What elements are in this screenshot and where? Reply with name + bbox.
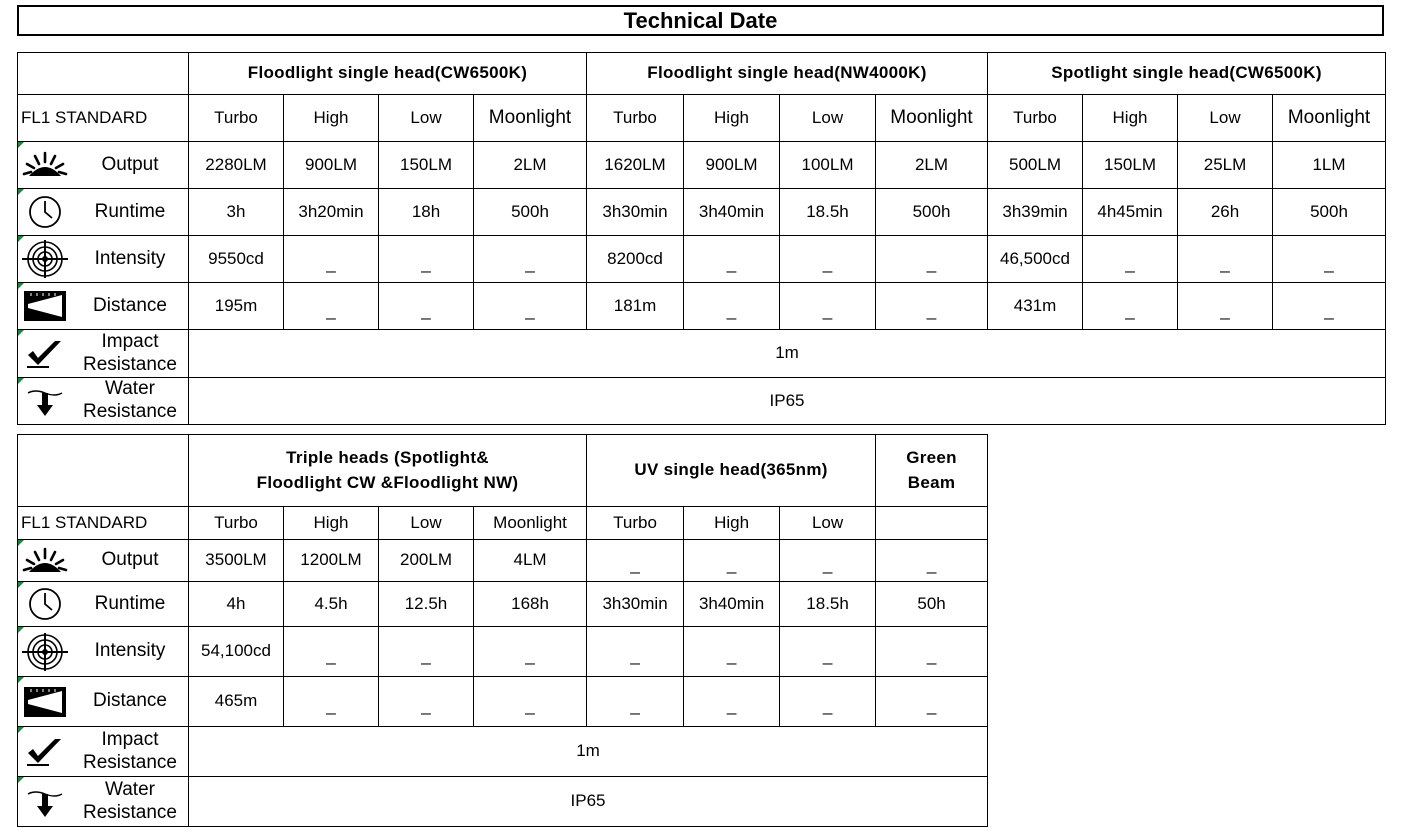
table-cell: 4h45min [1083, 189, 1178, 236]
mode-header: High [284, 95, 379, 142]
impact-row [18, 330, 1386, 378]
group-header [189, 435, 587, 507]
table-cell: 1m [189, 330, 1386, 378]
row-label-runtime [18, 582, 189, 627]
row-label-intensity [18, 236, 189, 283]
row-label-water [18, 777, 189, 827]
table-cell: _ [379, 283, 474, 330]
distance-row [18, 283, 1386, 330]
corner-cell [18, 53, 189, 95]
table-cell: _ [1178, 236, 1273, 283]
table-cell: IP65 [189, 777, 988, 827]
mode-header: High [1083, 95, 1178, 142]
label-text: Resistance [83, 751, 177, 773]
table-cell: 1200LM [284, 540, 379, 582]
intensity-row [18, 236, 1386, 283]
table-cell: _ [1083, 283, 1178, 330]
label-text: Water [105, 778, 155, 800]
table-cell: 3h39min [988, 189, 1083, 236]
target-icon [18, 632, 72, 672]
table-cell: _ [474, 283, 587, 330]
table-cell: _ [876, 627, 988, 677]
table-cell: 100LM [780, 142, 876, 189]
mode-header: Turbo [189, 507, 284, 540]
clock-icon [18, 192, 72, 232]
table-cell: 4h [189, 582, 284, 627]
table-cell: 3500LM [189, 540, 284, 582]
water-row [18, 777, 988, 827]
table-cell: _ [780, 677, 876, 727]
table-cell: _ [876, 540, 988, 582]
runtime-row [18, 189, 1386, 236]
mode-header: High [684, 95, 780, 142]
table-cell: 18.5h [780, 582, 876, 627]
table-cell: 431m [988, 283, 1083, 330]
sunburst-icon [18, 541, 72, 581]
check-impact-icon [18, 334, 72, 374]
table-cell: _ [1273, 283, 1386, 330]
group-header: Floodlight single head(CW6500K) [189, 53, 587, 95]
mode-header: Moonlight [474, 95, 587, 142]
table-cell: 3h20min [284, 189, 379, 236]
table-cell: _ [876, 236, 988, 283]
table-cell: _ [284, 677, 379, 727]
row-label-distance [18, 677, 189, 727]
group-header-line: Beam [907, 472, 956, 492]
spec-table-1 [17, 52, 1386, 425]
table-cell: 168h [474, 582, 587, 627]
table-cell: _ [379, 236, 474, 283]
group-header: Floodlight single head(NW4000K) [587, 53, 988, 95]
water-drop-icon [18, 782, 72, 822]
mode-header: Turbo [189, 95, 284, 142]
table-cell: 2LM [876, 142, 988, 189]
group-header-line: Floodlight CW &Floodlight NW) [256, 472, 519, 492]
mode-header: Moonlight [1273, 95, 1386, 142]
group-header: Spotlight single head(CW6500K) [988, 53, 1386, 95]
table-cell: 465m [189, 677, 284, 727]
table-cell: 150LM [379, 142, 474, 189]
table-cell: _ [684, 627, 780, 677]
table-cell: 4.5h [284, 582, 379, 627]
table-cell: 46,500cd [988, 236, 1083, 283]
table-cell: 500h [876, 189, 988, 236]
table-cell: _ [587, 677, 684, 727]
table-cell: 150LM [1083, 142, 1178, 189]
row-label-runtime [18, 189, 189, 236]
table-cell: _ [587, 540, 684, 582]
table-cell: 500h [1273, 189, 1386, 236]
row-label-impact [18, 330, 189, 378]
table-cell: 18.5h [780, 189, 876, 236]
table-cell: 26h [1178, 189, 1273, 236]
table-cell: 900LM [684, 142, 780, 189]
table-cell: 3h30min [587, 189, 684, 236]
table-cell: 54,100cd [189, 627, 284, 677]
label-text: Resistance [83, 401, 177, 422]
label-text: Resistance [83, 353, 177, 375]
row-label-impact [18, 727, 189, 777]
mode-header: Low [379, 95, 474, 142]
table-cell: IP65 [189, 378, 1386, 425]
table-cell: 9550cd [189, 236, 284, 283]
table-cell: 195m [189, 283, 284, 330]
label-text: Resistance [83, 801, 177, 823]
mode-header: High [684, 507, 780, 540]
table-cell: 2LM [474, 142, 587, 189]
row-label-output [18, 540, 189, 582]
table-cell: _ [587, 627, 684, 677]
label-text: Runtime [94, 200, 166, 222]
table-cell: 3h40min [684, 582, 780, 627]
table-cell: _ [684, 283, 780, 330]
table-cell: _ [684, 677, 780, 727]
table-cell: 18h [379, 189, 474, 236]
label-text: Distance [93, 294, 167, 316]
mode-header: Low [1178, 95, 1273, 142]
water-row [18, 378, 1386, 425]
beam-distance-icon [18, 682, 72, 722]
check-impact-icon [18, 732, 72, 772]
water-drop-icon [18, 381, 72, 421]
target-icon [18, 239, 72, 279]
table-cell: 2280LM [189, 142, 284, 189]
runtime-row [18, 582, 988, 627]
label-text: Distance [93, 690, 167, 712]
table-cell: 1LM [1273, 142, 1386, 189]
table-cell: _ [780, 283, 876, 330]
mode-header: Moonlight [474, 507, 587, 540]
impact-row [18, 727, 988, 777]
table-cell: _ [1178, 283, 1273, 330]
table-cell: _ [379, 627, 474, 677]
table-cell: _ [876, 283, 988, 330]
table-cell: 3h [189, 189, 284, 236]
label-text: Intensity [94, 247, 166, 269]
label-text: Intensity [94, 640, 166, 662]
group-header-line: Triple heads (Spotlight& [286, 447, 489, 467]
label-text: Impact [101, 330, 159, 352]
label-text: Impact [101, 728, 159, 750]
row-label-intensity [18, 627, 189, 677]
table-cell: _ [474, 677, 587, 727]
mode-header: Turbo [587, 95, 684, 142]
distance-row [18, 677, 988, 727]
table-cell: _ [684, 236, 780, 283]
mode-header: High [284, 507, 379, 540]
table-cell: 1m [189, 727, 988, 777]
table-cell: 900LM [284, 142, 379, 189]
mode-header: Turbo [988, 95, 1083, 142]
table-cell: 12.5h [379, 582, 474, 627]
table-cell: _ [780, 540, 876, 582]
mode-header [876, 507, 988, 540]
table-cell: _ [474, 627, 587, 677]
spec-table-2 [17, 434, 988, 827]
label-text: Output [101, 549, 159, 571]
table-cell: _ [474, 236, 587, 283]
row-label-distance [18, 283, 189, 330]
group-header-line: Green [906, 447, 957, 467]
table-cell: 3h40min [684, 189, 780, 236]
mode-header: Low [780, 507, 876, 540]
table-cell: _ [1273, 236, 1386, 283]
group-header: UV single head(365nm) [587, 435, 876, 507]
corner-cell [18, 435, 189, 507]
standard-label: FL1 STANDARD [18, 507, 189, 540]
page-title: Technical Date [17, 5, 1384, 36]
table-cell: _ [684, 540, 780, 582]
table-cell: 500LM [988, 142, 1083, 189]
table-cell: _ [284, 283, 379, 330]
row-label-output [18, 142, 189, 189]
beam-distance-icon [18, 286, 72, 326]
table-cell: _ [780, 236, 876, 283]
output-row [18, 142, 1386, 189]
table-cell: _ [1083, 236, 1178, 283]
intensity-row [18, 627, 988, 677]
table-cell: 50h [876, 582, 988, 627]
mode-header: Moonlight [876, 95, 988, 142]
mode-header: Low [379, 507, 474, 540]
table-cell: _ [379, 677, 474, 727]
table-cell: 3h30min [587, 582, 684, 627]
table-cell: 4LM [474, 540, 587, 582]
table-cell: _ [284, 627, 379, 677]
output-row [18, 540, 988, 582]
label-text: Runtime [94, 592, 166, 614]
table-cell: 8200cd [587, 236, 684, 283]
standard-label: FL1 STANDARD [18, 95, 189, 142]
mode-header: Turbo [587, 507, 684, 540]
table-cell: _ [284, 236, 379, 283]
table-cell: _ [780, 627, 876, 677]
sunburst-icon [18, 145, 72, 185]
table-cell: 181m [587, 283, 684, 330]
table-cell: _ [876, 677, 988, 727]
table-cell: 200LM [379, 540, 474, 582]
table-cell: 25LM [1178, 142, 1273, 189]
label-text: Water [105, 378, 155, 400]
row-label-water [18, 378, 189, 425]
table-cell: 500h [474, 189, 587, 236]
table-cell: 1620LM [587, 142, 684, 189]
label-text: Output [101, 153, 159, 175]
mode-header: Low [780, 95, 876, 142]
clock-icon [18, 584, 72, 624]
group-header [876, 435, 988, 507]
